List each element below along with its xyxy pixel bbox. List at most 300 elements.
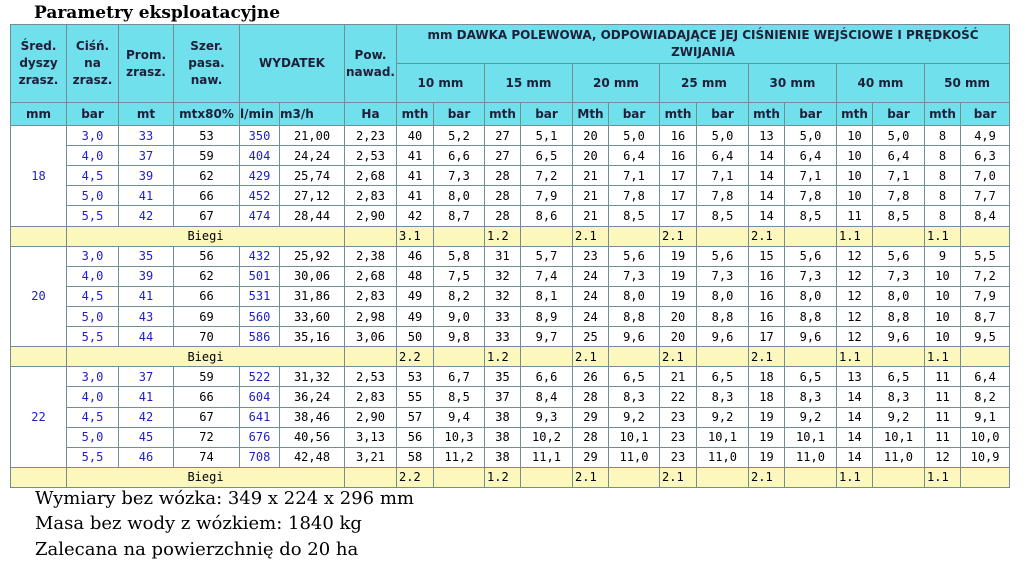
table-cell: 452 <box>240 186 280 206</box>
table-cell: 25,92 <box>280 246 345 266</box>
table-cell: 11 <box>925 407 961 427</box>
table-cell: 8 <box>925 146 961 166</box>
table-cell: 66 <box>174 387 240 407</box>
gear-value: 1.1 <box>837 347 873 367</box>
table-cell: 24 <box>573 286 609 306</box>
table-cell: 29 <box>573 447 609 467</box>
table-cell: 11 <box>925 427 961 447</box>
table-cell: 9,2 <box>609 407 660 427</box>
table-cell: 14 <box>837 427 873 447</box>
table-cell: 2,83 <box>345 286 397 306</box>
table-cell: 67 <box>174 206 240 226</box>
table-cell: 8,0 <box>785 286 837 306</box>
table-cell: 12 <box>837 246 873 266</box>
table-cell: 7,0 <box>961 166 1010 186</box>
table-row <box>11 266 1010 286</box>
table-cell: 41 <box>397 166 434 186</box>
gear-value: 1.1 <box>925 467 961 487</box>
table-cell: 8,9 <box>521 306 573 326</box>
table-cell: 3,13 <box>345 427 397 447</box>
table-cell: 4,0 <box>67 146 119 166</box>
table-cell: 8,7 <box>961 306 1010 326</box>
table-cell: 8,8 <box>697 306 749 326</box>
table-cell: 10,9 <box>961 447 1010 467</box>
gears-label: Biegi <box>67 467 345 487</box>
table-cell: 44 <box>119 327 174 347</box>
table-cell: 40,56 <box>280 427 345 447</box>
table-cell: 6,7 <box>434 367 485 387</box>
header-radius: Prom. zrasz. <box>119 25 174 103</box>
table-cell: 7,9 <box>961 286 1010 306</box>
table-cell: 8,5 <box>697 206 749 226</box>
table-cell: 5,8 <box>434 246 485 266</box>
table-cell: 37 <box>119 146 174 166</box>
table-cell: 32 <box>485 286 521 306</box>
gear-value: 2.2 <box>397 467 434 487</box>
table-cell: 8,6 <box>521 206 573 226</box>
table-cell: 5,0 <box>785 126 837 146</box>
gears-row <box>11 467 1010 487</box>
table-cell: 7,3 <box>697 266 749 286</box>
table-cell: 26 <box>573 367 609 387</box>
table-cell: 4,0 <box>67 387 119 407</box>
table-cell: 23 <box>660 407 697 427</box>
table-cell: 55 <box>397 387 434 407</box>
dose-unit-header: bar <box>697 103 749 126</box>
table-row <box>11 306 1010 326</box>
table-cell: 8 <box>925 126 961 146</box>
table-cell: 3,21 <box>345 447 397 467</box>
unit-header: Ha <box>345 103 397 126</box>
table-cell: 7,8 <box>873 186 925 206</box>
table-cell: 4,5 <box>67 286 119 306</box>
gear-value: 3.1 <box>397 226 434 246</box>
unit-header: l/min <box>240 103 280 126</box>
table-cell: 2,38 <box>345 246 397 266</box>
table-cell: 6,5 <box>609 367 660 387</box>
table-cell: 46 <box>397 246 434 266</box>
table-cell: 13 <box>749 126 785 146</box>
table-cell: 9,6 <box>785 327 837 347</box>
table-cell: 16 <box>749 286 785 306</box>
table-cell: 522 <box>240 367 280 387</box>
table-cell: 676 <box>240 427 280 447</box>
table-cell: 8,3 <box>609 387 660 407</box>
table-cell: 67 <box>174 407 240 427</box>
table-cell: 59 <box>174 146 240 166</box>
table-row <box>11 186 1010 206</box>
table-cell: 22 <box>660 387 697 407</box>
table-cell: 9,1 <box>961 407 1010 427</box>
dose-unit-header: mth <box>397 103 434 126</box>
gear-value: 2.1 <box>660 347 697 367</box>
table-cell: 56 <box>397 427 434 447</box>
table-cell: 11,0 <box>609 447 660 467</box>
table-cell: 7,1 <box>873 166 925 186</box>
table-cell: 14 <box>749 166 785 186</box>
table-cell: 5,5 <box>67 447 119 467</box>
dose-unit-header: bar <box>521 103 573 126</box>
table-cell: 7,7 <box>961 186 1010 206</box>
table-cell: 72 <box>174 427 240 447</box>
table-cell: 6,4 <box>961 367 1010 387</box>
table-cell: 5,0 <box>67 306 119 326</box>
table-cell: 5,6 <box>609 246 660 266</box>
table-cell: 19 <box>660 286 697 306</box>
table-cell: 10 <box>925 266 961 286</box>
table-cell: 8,8 <box>785 306 837 326</box>
table-cell: 9,2 <box>785 407 837 427</box>
table-cell: 7,1 <box>785 166 837 186</box>
table-cell: 11 <box>925 367 961 387</box>
table-cell: 2,83 <box>345 387 397 407</box>
unit-header: m3/h <box>280 103 345 126</box>
table-cell: 10 <box>925 286 961 306</box>
table-cell: 14 <box>837 407 873 427</box>
table-cell: 6,3 <box>961 146 1010 166</box>
table-cell: 8,2 <box>434 286 485 306</box>
table-cell: 15 <box>749 246 785 266</box>
table-cell: 49 <box>397 286 434 306</box>
table-cell: 9,7 <box>521 327 573 347</box>
table-cell: 5,1 <box>521 126 573 146</box>
table-cell: 30,06 <box>280 266 345 286</box>
table-cell: 7,8 <box>697 186 749 206</box>
table-cell: 9,6 <box>697 327 749 347</box>
table-cell: 10,1 <box>697 427 749 447</box>
table-cell: 8,0 <box>873 286 925 306</box>
table-cell: 6,6 <box>434 146 485 166</box>
gear-value: 1.2 <box>485 226 521 246</box>
table-cell: 19 <box>660 246 697 266</box>
table-cell: 8,3 <box>873 387 925 407</box>
table-cell: 21 <box>573 206 609 226</box>
table-cell: 5,2 <box>434 126 485 146</box>
gear-value: 2.1 <box>573 467 609 487</box>
table-cell: 8,8 <box>609 306 660 326</box>
table-cell: 14 <box>749 186 785 206</box>
table-cell: 5,0 <box>67 427 119 447</box>
table-cell: 6,5 <box>521 146 573 166</box>
table-cell: 28 <box>485 166 521 186</box>
dose-unit-header: mth <box>660 103 697 126</box>
dose-header: 40 mm <box>837 64 925 103</box>
table-cell: 49 <box>397 306 434 326</box>
table-cell: 14 <box>837 387 873 407</box>
table-cell: 12 <box>837 327 873 347</box>
table-row <box>11 146 1010 166</box>
table-cell: 11,0 <box>785 447 837 467</box>
table-cell: 5,5 <box>961 246 1010 266</box>
table-cell: 53 <box>174 126 240 146</box>
table-cell: 12 <box>925 447 961 467</box>
table-cell: 8,7 <box>434 206 485 226</box>
table-cell: 31,32 <box>280 367 345 387</box>
table-cell: 2,53 <box>345 146 397 166</box>
table-cell: 2,98 <box>345 306 397 326</box>
table-cell: 10 <box>837 126 873 146</box>
table-cell: 2,83 <box>345 186 397 206</box>
table-cell: 35 <box>119 246 174 266</box>
gear-value: 2.2 <box>397 347 434 367</box>
table-cell: 12 <box>837 266 873 286</box>
table-cell: 62 <box>174 166 240 186</box>
table-cell: 7,3 <box>873 266 925 286</box>
table-cell: 11,1 <box>521 447 573 467</box>
table-row <box>11 166 1010 186</box>
table-cell: 38 <box>485 447 521 467</box>
table-row <box>11 206 1010 226</box>
table-cell: 8,8 <box>873 306 925 326</box>
table-cell: 9,6 <box>873 327 925 347</box>
nozzle-size-cell: 18 <box>11 126 67 227</box>
table-cell: 13 <box>837 367 873 387</box>
table-cell: 14 <box>749 146 785 166</box>
table-cell: 48 <box>397 266 434 286</box>
table-row <box>11 286 1010 306</box>
table-cell: 14 <box>837 447 873 467</box>
header-pressure: Ciśń. na zrasz. <box>67 25 119 103</box>
table-cell: 8,2 <box>961 387 1010 407</box>
table-cell: 7,5 <box>434 266 485 286</box>
table-cell: 4,5 <box>67 166 119 186</box>
table-cell: 12 <box>837 286 873 306</box>
dose-header: 20 mm <box>573 64 660 103</box>
table-cell: 35 <box>485 367 521 387</box>
table-cell: 16 <box>660 146 697 166</box>
table-cell: 6,6 <box>521 367 573 387</box>
table-cell: 350 <box>240 126 280 146</box>
gear-value: 1.2 <box>485 467 521 487</box>
gear-value: 1.2 <box>485 347 521 367</box>
table-cell: 18 <box>749 367 785 387</box>
table-cell: 74 <box>174 447 240 467</box>
dose-unit-header: Mth <box>573 103 609 126</box>
table-cell: 18 <box>749 387 785 407</box>
table-cell: 41 <box>119 387 174 407</box>
table-cell: 5,0 <box>67 186 119 206</box>
table-cell: 8,4 <box>521 387 573 407</box>
table-row <box>11 447 1010 467</box>
table-cell: 5,6 <box>697 246 749 266</box>
table-cell: 11,2 <box>434 447 485 467</box>
gear-value: 1.1 <box>925 226 961 246</box>
table-cell: 6,4 <box>873 146 925 166</box>
table-cell: 9,6 <box>609 327 660 347</box>
table-cell: 6,4 <box>785 146 837 166</box>
table-cell: 28 <box>573 427 609 447</box>
gears-row <box>11 347 1010 367</box>
table-cell: 31 <box>485 246 521 266</box>
table-cell: 6,4 <box>697 146 749 166</box>
gear-value: 2.1 <box>749 347 785 367</box>
header-irrigated-area: Pow. nawad. <box>345 25 397 103</box>
table-cell: 42 <box>119 206 174 226</box>
table-cell: 586 <box>240 327 280 347</box>
table-cell: 8,1 <box>521 286 573 306</box>
table-cell: 8,5 <box>434 387 485 407</box>
table-row <box>11 367 1010 387</box>
dose-unit-header: bar <box>961 103 1010 126</box>
table-cell: 7,4 <box>521 266 573 286</box>
table-cell: 27,12 <box>280 186 345 206</box>
table-cell: 20 <box>573 126 609 146</box>
table-cell: 2,90 <box>345 407 397 427</box>
dose-header: 25 mm <box>660 64 749 103</box>
table-cell: 7,3 <box>785 266 837 286</box>
table-cell: 41 <box>397 186 434 206</box>
table-cell: 3,06 <box>345 327 397 347</box>
table-cell: 10 <box>837 166 873 186</box>
table-cell: 9,3 <box>521 407 573 427</box>
header-dose: mm DAWKA POLEWOWA, ODPOWIADAJĄCE JEJ CIŚNIENIE WEJŚCIOWE I PRĘDKOŚĆ ZWIJANIA <box>397 25 1010 64</box>
table-cell: 43 <box>119 306 174 326</box>
table-cell: 429 <box>240 166 280 186</box>
parameters-table <box>10 24 1010 488</box>
table-cell: 2,68 <box>345 266 397 286</box>
dose-unit-header: bar <box>873 103 925 126</box>
table-cell: 62 <box>174 266 240 286</box>
table-cell: 24 <box>573 266 609 286</box>
table-cell: 560 <box>240 306 280 326</box>
table-cell: 604 <box>240 387 280 407</box>
table-cell: 38 <box>485 407 521 427</box>
table-cell: 8,0 <box>697 286 749 306</box>
table-cell: 56 <box>174 246 240 266</box>
table-cell: 2,23 <box>345 126 397 146</box>
table-row <box>11 246 1010 266</box>
table-cell: 4,0 <box>67 266 119 286</box>
unit-header: mm <box>11 103 67 126</box>
table-cell: 33 <box>119 126 174 146</box>
table-cell: 38,46 <box>280 407 345 427</box>
table-row <box>11 387 1010 407</box>
header-flow: WYDATEK <box>240 25 345 103</box>
table-cell: 9,0 <box>434 306 485 326</box>
table-cell: 8,4 <box>961 206 1010 226</box>
table-cell: 37 <box>485 387 521 407</box>
gear-value: 2.1 <box>660 467 697 487</box>
table-cell: 46 <box>119 447 174 467</box>
table-cell: 66 <box>174 186 240 206</box>
table-cell: 10 <box>925 306 961 326</box>
table-cell: 45 <box>119 427 174 447</box>
table-cell: 37 <box>119 367 174 387</box>
table-cell: 11,0 <box>873 447 925 467</box>
table-cell: 19 <box>749 447 785 467</box>
gear-value: 1.1 <box>925 347 961 367</box>
table-row <box>11 327 1010 347</box>
gear-value: 2.1 <box>749 467 785 487</box>
footer-dimensions: Wymiary bez wózka: 349 x 224 x 296 mm <box>35 488 414 509</box>
table-cell: 35,16 <box>280 327 345 347</box>
header-strip-width: Szer. pasa. naw. <box>174 25 240 103</box>
table-cell: 10,2 <box>521 427 573 447</box>
table-cell: 6,4 <box>609 146 660 166</box>
table-cell: 21,00 <box>280 126 345 146</box>
table-cell: 19 <box>660 266 697 286</box>
table-cell: 9,5 <box>961 327 1010 347</box>
table-cell: 20 <box>660 306 697 326</box>
table-cell: 36,24 <box>280 387 345 407</box>
table-cell: 7,1 <box>697 166 749 186</box>
table-cell: 42 <box>119 407 174 427</box>
table-cell: 10,0 <box>961 427 1010 447</box>
table-cell: 11 <box>837 206 873 226</box>
table-cell: 8,5 <box>609 206 660 226</box>
gear-value: 2.1 <box>573 226 609 246</box>
table-cell: 5,0 <box>697 126 749 146</box>
table-cell: 5,5 <box>67 327 119 347</box>
table-cell: 7,8 <box>609 186 660 206</box>
table-cell: 58 <box>397 447 434 467</box>
table-cell: 41 <box>119 286 174 306</box>
unit-header-row <box>11 103 1010 126</box>
table-cell: 10,1 <box>873 427 925 447</box>
table-cell: 59 <box>174 367 240 387</box>
table-cell: 33,60 <box>280 306 345 326</box>
table-cell: 69 <box>174 306 240 326</box>
table-cell: 9,4 <box>434 407 485 427</box>
dose-unit-header: bar <box>785 103 837 126</box>
table-cell: 20 <box>573 146 609 166</box>
table-cell: 11,0 <box>697 447 749 467</box>
table-cell: 19 <box>749 407 785 427</box>
table-cell: 10 <box>837 186 873 206</box>
gears-label: Biegi <box>67 347 345 367</box>
table-cell: 7,2 <box>521 166 573 186</box>
table-cell: 6,5 <box>785 367 837 387</box>
table-cell: 17 <box>660 166 697 186</box>
table-cell: 4,9 <box>961 126 1010 146</box>
table-row <box>11 407 1010 427</box>
table-cell: 5,6 <box>785 246 837 266</box>
footer-recommendation: Zalecana na powierzchnię do 20 ha <box>35 539 359 560</box>
table-cell: 7,8 <box>785 186 837 206</box>
table-cell: 8,3 <box>697 387 749 407</box>
table-cell: 8,3 <box>785 387 837 407</box>
table-cell: 24,24 <box>280 146 345 166</box>
gear-value: 2.1 <box>660 226 697 246</box>
table-cell: 5,0 <box>873 126 925 146</box>
dose-header: 10 mm <box>397 64 485 103</box>
table-cell: 5,7 <box>521 246 573 266</box>
table-cell: 25 <box>573 327 609 347</box>
table-cell: 50 <box>397 327 434 347</box>
gear-value: 1.1 <box>837 226 873 246</box>
table-cell: 501 <box>240 266 280 286</box>
table-cell: 12 <box>837 306 873 326</box>
table-cell: 28 <box>573 387 609 407</box>
table-cell: 42 <box>397 206 434 226</box>
table-cell: 38 <box>485 427 521 447</box>
table-cell: 42,48 <box>280 447 345 467</box>
table-cell: 27 <box>485 146 521 166</box>
table-cell: 5,6 <box>873 246 925 266</box>
table-cell: 708 <box>240 447 280 467</box>
unit-header: mtx80% <box>174 103 240 126</box>
table-cell: 16 <box>749 306 785 326</box>
table-cell: 2,53 <box>345 367 397 387</box>
table-cell: 11 <box>925 387 961 407</box>
table-cell: 641 <box>240 407 280 427</box>
table-cell: 31,86 <box>280 286 345 306</box>
table-cell: 5,5 <box>67 206 119 226</box>
table-cell: 531 <box>240 286 280 306</box>
table-cell: 17 <box>749 327 785 347</box>
table-cell: 7,3 <box>609 266 660 286</box>
table-cell: 432 <box>240 246 280 266</box>
